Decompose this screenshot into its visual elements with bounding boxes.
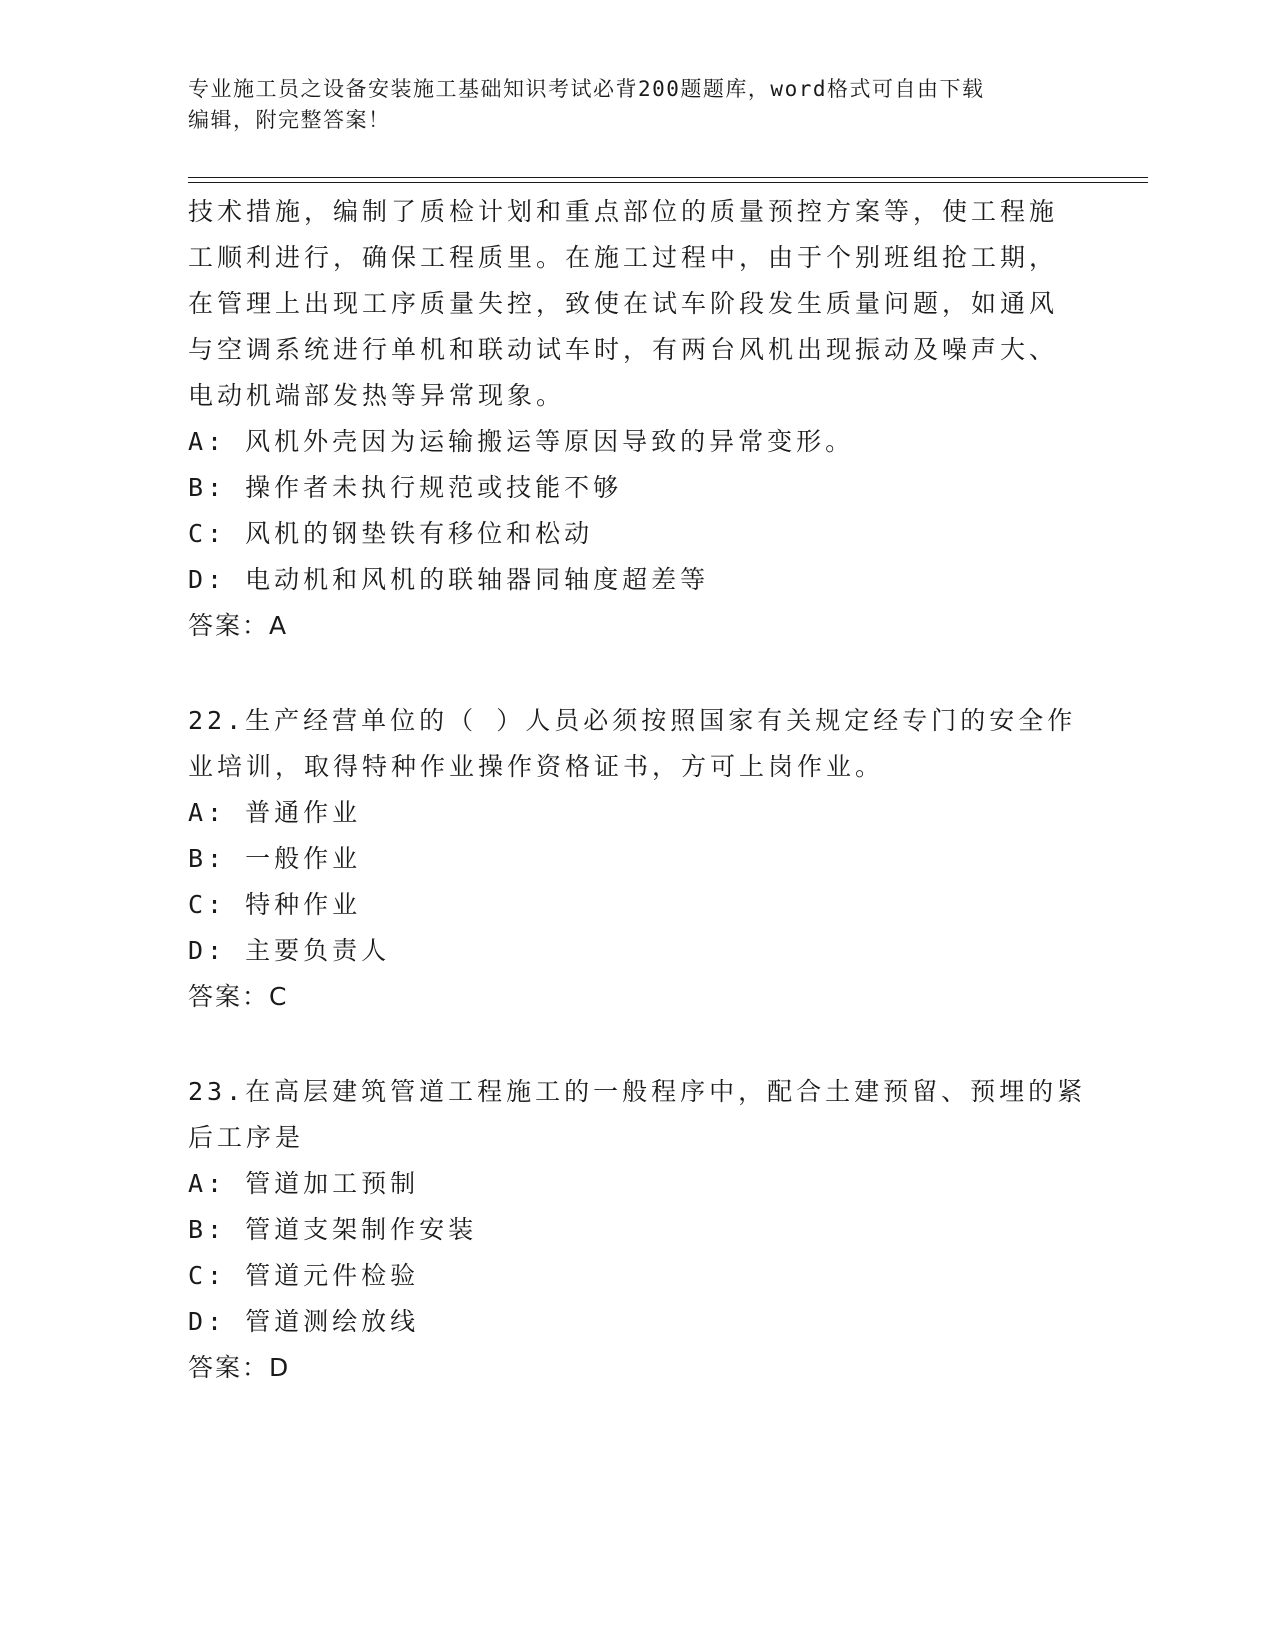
option-c: C: 风机的钢垫铁有移位和松动 xyxy=(188,519,594,548)
question-stem-line: 22.生产经营单位的（ ）人员必须按照国家有关规定经专门的安全作 xyxy=(188,706,1077,735)
question-stem-line: 技术措施，编制了质检计划和重点部位的质量预控方案等，使工程施 xyxy=(188,197,1059,226)
header-title-line-1: 专业施工员之设备安装施工基础知识考试必背200题题库，word格式可自由下载 xyxy=(188,77,985,101)
header-title-line-2: 编辑，附完整答案！ xyxy=(188,108,391,132)
question-stem-line: 在管理上出现工序质量失控，致使在试车阶段发生质量问题，如通风 xyxy=(188,289,1059,318)
option-b: B: 管道支架制作安装 xyxy=(188,1215,478,1244)
answer-line: 答案：A xyxy=(188,611,289,640)
question-spacer xyxy=(188,649,1068,698)
question-stem-line: 工顺利进行，确保工程质里。在施工过程中，由于个别班组抢工期， xyxy=(188,243,1059,272)
question-spacer xyxy=(188,1020,1068,1069)
question-21-continuation xyxy=(188,189,1068,649)
question-stem-line: 业培训，取得特种作业操作资格证书，方可上岗作业。 xyxy=(188,752,885,781)
question-stem-line: 23.在高层建筑管道工程施工的一般程序中，配合土建预留、预埋的紧 xyxy=(188,1077,1087,1106)
document-body xyxy=(188,189,1087,1391)
option-d: D: 管道测绘放线 xyxy=(188,1307,420,1336)
page-header xyxy=(188,74,1088,136)
option-a: A: 风机外壳因为运输搬运等原因导致的异常变形。 xyxy=(188,427,855,456)
answer-line: 答案：D xyxy=(188,1353,291,1382)
question-stem-line: 电动机端部发热等异常现象。 xyxy=(188,381,566,410)
option-c: C: 特种作业 xyxy=(188,890,362,919)
question-stem-line: 与空调系统进行单机和联动试车时，有两台风机出现振动及噪声大、 xyxy=(188,335,1059,364)
answer-line: 答案：C xyxy=(188,982,289,1011)
option-c: C: 管道元件检验 xyxy=(188,1261,420,1290)
question-23 xyxy=(188,1069,1087,1391)
question-stem-line: 后工序是 xyxy=(188,1123,305,1152)
option-d: D: 主要负责人 xyxy=(188,936,391,965)
header-rule-top xyxy=(188,177,1148,178)
option-d: D: 电动机和风机的联轴器同轴度超差等 xyxy=(188,565,710,594)
option-b: B: 操作者未执行规范或技能不够 xyxy=(188,473,623,502)
option-a: A: 管道加工预制 xyxy=(188,1169,420,1198)
question-22 xyxy=(188,698,1077,1020)
header-rule-bottom xyxy=(188,182,1148,183)
option-b: B: 一般作业 xyxy=(188,844,362,873)
option-a: A: 普通作业 xyxy=(188,798,362,827)
